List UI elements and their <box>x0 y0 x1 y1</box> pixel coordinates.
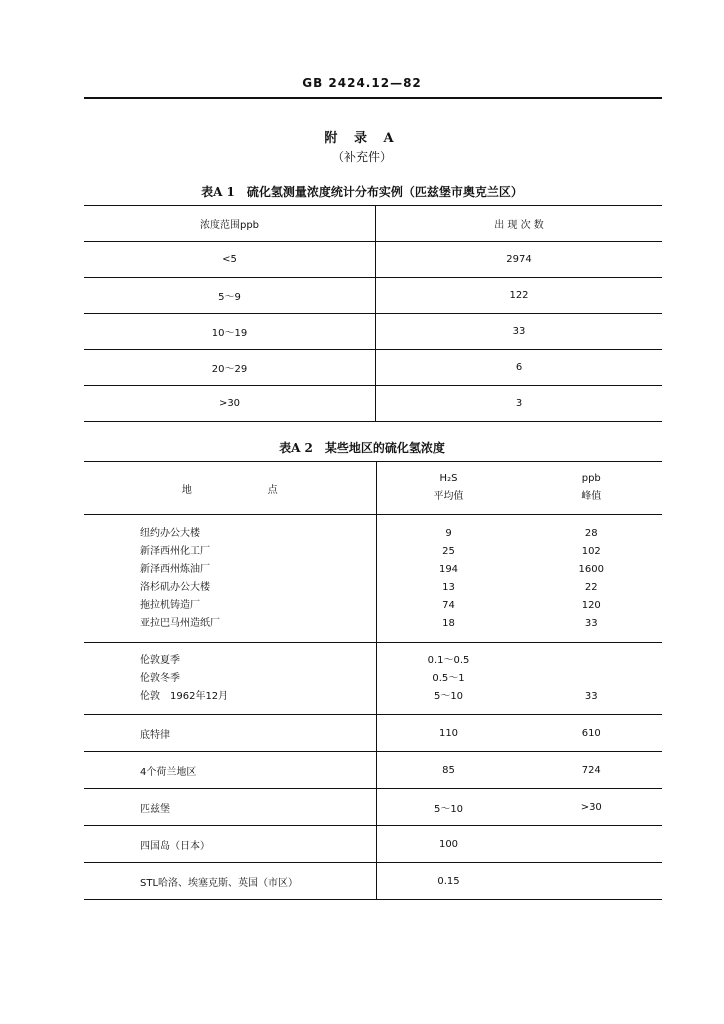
table-a1 <box>84 205 662 422</box>
table-a1-header <box>84 206 662 242</box>
header-rule <box>84 97 662 99</box>
table-row <box>84 826 662 863</box>
peak-value: 22 <box>584 581 598 593</box>
table-a1-caption <box>0 183 724 200</box>
table-row-group-london <box>84 643 662 715</box>
count-cell: 122 <box>376 278 663 314</box>
table-a2-number: 表A 2 <box>279 441 313 455</box>
col-header-peak-2: 峰值 <box>581 491 602 502</box>
place-name: 新泽西州炼油厂 <box>140 563 210 575</box>
peak-value: 102 <box>581 545 601 557</box>
peak-value: 33 <box>584 690 598 702</box>
place-name: 伦敦夏季 <box>140 654 180 666</box>
place-name: 伦敦 1962年12月 <box>140 690 229 702</box>
avg-value: 85 <box>376 752 521 789</box>
place-name: 4个荷兰地区 <box>84 752 376 789</box>
col-header-average <box>376 462 521 515</box>
place-name: 四国岛（日本） <box>84 826 376 863</box>
table-a2-header <box>84 462 662 515</box>
count-cell: 6 <box>376 350 663 386</box>
table-a1-number: 表A 1 <box>201 185 235 199</box>
avg-cell-group <box>376 515 521 643</box>
avg-value: 0.5～1 <box>432 672 465 684</box>
table-a2-title: 某些地区的硫化氢浓度 <box>324 441 445 455</box>
avg-value: 100 <box>376 826 521 863</box>
peak-value <box>521 652 663 670</box>
count-cell: 33 <box>376 314 663 350</box>
place-name: 纽约办公大楼 <box>140 527 200 539</box>
avg-value: 5～10 <box>376 789 521 826</box>
place-name: 洛杉矶办公大楼 <box>140 581 210 593</box>
table-row-group-us-sites <box>84 515 662 643</box>
table-row <box>84 752 662 789</box>
col-header-peak-1: ppb <box>581 473 601 484</box>
avg-value: 0.1～0.5 <box>427 654 470 666</box>
avg-value: 5～10 <box>433 690 464 702</box>
table-row <box>84 715 662 752</box>
table-row <box>84 350 662 386</box>
avg-value: 194 <box>438 563 459 575</box>
table-row <box>84 789 662 826</box>
col-header-place-2: 点 <box>267 484 278 496</box>
table-a2-caption <box>0 439 724 456</box>
place-name: 匹兹堡 <box>84 789 376 826</box>
range-cell: 10～19 <box>84 314 376 350</box>
appendix-subtitle: （补充件） <box>331 150 392 164</box>
col-header-peak <box>521 462 663 515</box>
place-name: 亚拉巴马州造纸厂 <box>140 617 220 629</box>
peak-value <box>521 863 663 900</box>
table-row <box>84 314 662 350</box>
place-cell-group <box>84 515 376 643</box>
avg-value: 18 <box>442 617 455 629</box>
place-name: STL哈洛、埃塞克斯、英国（市区） <box>84 863 376 900</box>
count-cell: 3 <box>376 386 663 422</box>
range-cell: 5～9 <box>84 278 376 314</box>
peak-value: 120 <box>581 599 601 611</box>
col-header-place <box>84 462 376 515</box>
peak-value: 28 <box>584 527 598 539</box>
peak-value: 33 <box>584 617 598 629</box>
col-header-range: 浓度范围ppb <box>84 206 376 242</box>
table-row <box>84 863 662 900</box>
avg-value: 13 <box>442 581 455 593</box>
range-cell: >30 <box>84 386 376 422</box>
col-header-avg-1: H₂S <box>439 473 458 484</box>
place-name: 伦敦冬季 <box>140 672 180 684</box>
col-header-count: 出 现 次 数 <box>494 220 544 231</box>
peak-value <box>521 826 663 863</box>
avg-value: 9 <box>445 527 452 539</box>
peak-value: >30 <box>521 789 663 826</box>
range-cell: 20～29 <box>84 350 376 386</box>
place-cell-group <box>84 643 376 715</box>
peak-value: 610 <box>521 715 663 752</box>
avg-value: 110 <box>376 715 521 752</box>
peak-value: 1600 <box>578 563 604 575</box>
place-name: 底特律 <box>84 715 376 752</box>
place-name: 拖拉机铸造厂 <box>140 599 200 611</box>
table-a2 <box>84 461 662 900</box>
standard-code: GB 2424.12—82 <box>302 76 422 90</box>
table-row <box>84 278 662 314</box>
avg-cell-group <box>376 643 521 715</box>
col-header-avg-2: 平均值 <box>433 491 464 502</box>
count-cell: 2974 <box>376 242 663 278</box>
peak-value <box>521 670 663 688</box>
range-cell: <5 <box>84 242 376 278</box>
table-row <box>84 386 662 422</box>
place-name: 新泽西州化工厂 <box>140 545 210 557</box>
avg-value: 0.15 <box>376 863 521 900</box>
appendix-title: 附 录 A <box>324 131 400 146</box>
table-row <box>84 242 662 278</box>
peak-cell-group <box>521 643 663 715</box>
col-header-place-1: 地 <box>181 484 192 496</box>
peak-value: 724 <box>521 752 663 789</box>
peak-cell-group <box>521 515 663 643</box>
avg-value: 25 <box>442 545 455 557</box>
table-a1-title: 硫化氢测量浓度统计分布实例（匹兹堡市奥克兰区） <box>246 185 523 199</box>
avg-value: 74 <box>442 599 455 611</box>
